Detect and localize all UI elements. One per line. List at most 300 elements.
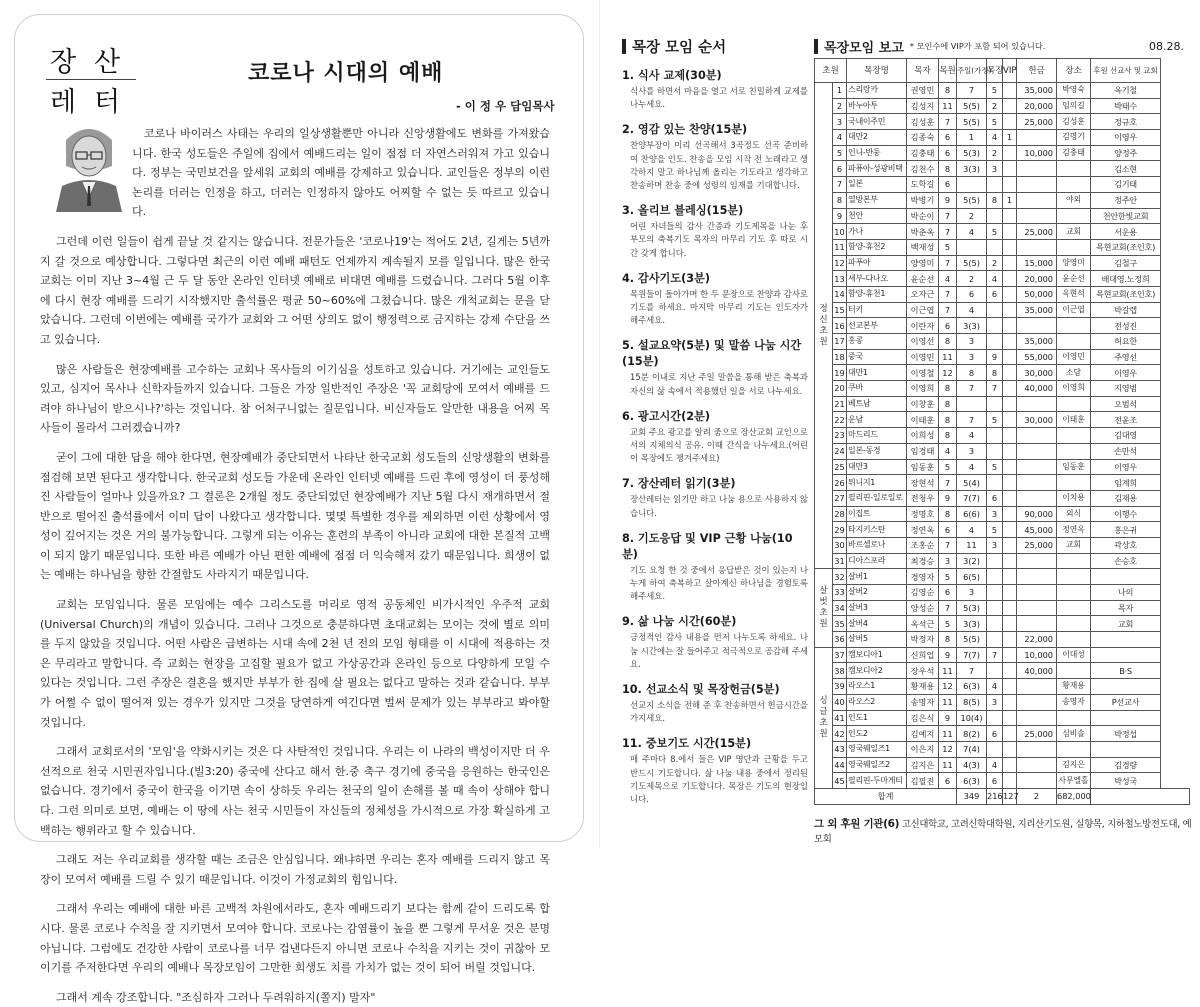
column-header: 헌금 xyxy=(1017,59,1057,83)
leader-name: 김성지 xyxy=(907,98,939,114)
row-number: 4 xyxy=(833,130,847,146)
meeting-report-date: 08.28. xyxy=(1149,39,1184,53)
vip-count xyxy=(1003,286,1017,302)
meeting-place: 교회 xyxy=(1057,224,1091,240)
row-number: 24 xyxy=(833,443,847,459)
leader-name: 이영선 xyxy=(907,334,939,350)
member-count: 6 xyxy=(939,145,957,161)
vip-count xyxy=(1003,459,1017,475)
sunday-count: 6 xyxy=(957,286,987,302)
vip-count xyxy=(1003,255,1017,271)
vip-count xyxy=(1003,161,1017,177)
order-item-description: 기도 요청 한 것 중에서 응답받은 것이 있는지 나누게 하여 축복하고 살아계신 하나님을 경험토록 해주세요. xyxy=(630,564,808,602)
total-vip: 2 xyxy=(1017,788,1057,804)
leader-name: 정연옥 xyxy=(907,522,939,538)
member-count: 11 xyxy=(939,663,957,679)
meeting-place: 소담 xyxy=(1057,365,1091,381)
order-item-description: 선교지 소식을 전해 준 후 찬송하면서 헌금시간을 가지세요. xyxy=(630,700,808,724)
vip-count xyxy=(1003,412,1017,428)
member-count: 6 xyxy=(939,318,957,334)
row-number: 41 xyxy=(833,710,847,726)
vip-count xyxy=(1003,443,1017,459)
table-row xyxy=(815,302,1190,318)
cell-count: 3 xyxy=(987,161,1003,177)
sunday-count: 3 xyxy=(957,585,987,601)
cell-count: 4 xyxy=(987,271,1003,287)
offering-amount xyxy=(1017,161,1057,177)
table-row xyxy=(815,239,1190,255)
meeting-place: 외식 xyxy=(1057,506,1091,522)
offering-amount: 10,000 xyxy=(1017,647,1057,663)
order-item-title: 1. 식사 교제(30분) xyxy=(622,69,722,82)
order-item-title: 3. 올리브 블레싱(15분) xyxy=(622,204,744,218)
meeting-place xyxy=(1057,710,1091,726)
order-item xyxy=(622,681,808,725)
row-number: 26 xyxy=(833,475,847,491)
leader-name: 경영자 xyxy=(907,569,939,585)
order-item-title: 4. 감사기도(3분) xyxy=(622,271,710,285)
table-row xyxy=(815,741,1190,757)
column-header: 주일(가정) xyxy=(957,59,987,83)
leader-name: 이란자 xyxy=(907,318,939,334)
letter-paragraph-8: 그래서 우리는 예배에 대한 바른 고백적 차원에서라도, 혼자 예배드리기 보다는 함께 같이 드리도록 합시다. 물론 코로나 수칙을 잘 지키면서 모여야 합니다. 코로나는 감염률이 높을 뿐 그렇게 무서운 것은 분명 아닙니다. 그럼에도 건강한 사람이 코로나를 너무 겁낸다든지 아니면 코로나 수칙을 지키는 것이 귀찮아 모이기를 주저한다면 우리의 예배나 목장모임이 그만한 희생도 치를 가치가 없는 것이 되어 버릴 것입니다. xyxy=(40,902,550,975)
meeting-place xyxy=(1057,632,1091,648)
offering-amount: 35,000 xyxy=(1017,334,1057,350)
offering-amount: 25,000 xyxy=(1017,537,1057,553)
leader-name: 장우석 xyxy=(907,663,939,679)
page-fold xyxy=(599,0,600,848)
cell-name: 살버3 xyxy=(847,600,907,616)
leader-name: 박순이 xyxy=(907,208,939,224)
offering-amount: 10,000 xyxy=(1017,145,1057,161)
row-number: 9 xyxy=(833,208,847,224)
row-number: 6 xyxy=(833,161,847,177)
cell-count xyxy=(987,553,1003,569)
member-count: 7 xyxy=(939,302,957,318)
member-count: 8 xyxy=(939,161,957,177)
cell-count xyxy=(987,428,1003,444)
member-count: 6 xyxy=(939,130,957,146)
cell-count xyxy=(987,302,1003,318)
table-row xyxy=(815,83,1190,99)
row-number: 39 xyxy=(833,679,847,695)
table-row xyxy=(815,286,1190,302)
cell-name: 영국웨일즈1 xyxy=(847,741,907,757)
sponsored-missionary: P선교사 xyxy=(1091,694,1161,710)
offering-amount xyxy=(1017,443,1057,459)
sponsored-missionary: B·S xyxy=(1091,663,1161,679)
sunday-count: 2 xyxy=(957,208,987,224)
sunday-count: 7(7) xyxy=(957,647,987,663)
member-count: 6 xyxy=(939,585,957,601)
sunday-count: 7 xyxy=(957,83,987,99)
order-item-description: 찬양부장이 미리 선곡해서 3곡정도 선곡 준비하여 찬양을 인도. 찬송을 모임 시작 전 노래라고 생각하지 말고 하나님께 올리는 기도라고 생각하고 찬송하며 찬송 중에 성령의 임재를 기대합니다. xyxy=(630,140,808,191)
offering-amount: 22,000 xyxy=(1017,632,1057,648)
cell-count: 6 xyxy=(987,286,1003,302)
vip-count xyxy=(1003,773,1017,789)
table-row xyxy=(815,647,1190,663)
vip-count xyxy=(1003,522,1017,538)
letter-author: - 이 정 우 담임목사 xyxy=(456,99,555,113)
vip-count xyxy=(1003,647,1017,663)
leader-name: 이태훈 xyxy=(907,412,939,428)
cell-count xyxy=(987,710,1003,726)
member-count: 9 xyxy=(939,647,957,663)
table-row xyxy=(815,396,1190,412)
vip-count xyxy=(1003,208,1017,224)
member-count: 11 xyxy=(939,349,957,365)
column-header: 장소 xyxy=(1057,59,1091,83)
offering-amount xyxy=(1017,616,1057,632)
offering-amount xyxy=(1017,239,1057,255)
leader-name: 김성훈 xyxy=(907,114,939,130)
offering-amount xyxy=(1017,459,1057,475)
member-count: 8 xyxy=(939,334,957,350)
leader-name: 박정자 xyxy=(907,632,939,648)
leader-name: 송명자 xyxy=(907,694,939,710)
meeting-place: 임동훈 xyxy=(1057,459,1091,475)
cell-name: 파퓨아-성광비택 xyxy=(847,161,907,177)
sunday-count: 3 xyxy=(957,334,987,350)
vip-count xyxy=(1003,694,1017,710)
member-count: 7 xyxy=(939,208,957,224)
leader-name: 이희성 xyxy=(907,428,939,444)
meeting-place: 이태훈 xyxy=(1057,412,1091,428)
sponsored-missionary xyxy=(1091,647,1161,663)
cell-count xyxy=(987,396,1003,412)
heading-bar-icon xyxy=(622,39,626,54)
leader-name: 신희업 xyxy=(907,647,939,663)
cell-name: 영국웨일즈2 xyxy=(847,757,907,773)
vip-count xyxy=(1003,334,1017,350)
cell-count xyxy=(987,616,1003,632)
meeting-report-heading xyxy=(814,37,904,56)
leader-name: 김은식 xyxy=(907,710,939,726)
cell-name: 홍콩 xyxy=(847,334,907,350)
member-count: 5 xyxy=(939,459,957,475)
other-sponsors xyxy=(814,816,1194,845)
leader-name: 조홍순 xyxy=(907,537,939,553)
vip-count: 1 xyxy=(1003,130,1017,146)
total-sunday: 216 xyxy=(987,788,1003,804)
meeting-place: 임의길 xyxy=(1057,98,1091,114)
offering-amount xyxy=(1017,428,1057,444)
sponsored-missionary: 손승호 xyxy=(1091,553,1161,569)
row-number: 30 xyxy=(833,537,847,553)
sponsored-missionary: 목현교회(조인호) xyxy=(1091,239,1161,255)
member-count: 8 xyxy=(939,412,957,428)
leader-name: 전청우 xyxy=(907,490,939,506)
cell-name: 인도1 xyxy=(847,710,907,726)
leader-name: 김예지 xyxy=(907,726,939,742)
table-row xyxy=(815,428,1190,444)
leader-name: 박춘옥 xyxy=(907,224,939,240)
order-item-description: 교회 주요 광고를 알려 줌으로 장산교회 교인으로서의 지체의식 공유. 이때 간식을 나누세요.(어린이 목장에도 챙겨주세요) xyxy=(630,426,808,464)
leader-name: 옥석근 xyxy=(907,616,939,632)
logo-char-4: 터 xyxy=(94,87,121,118)
cell-name: 튀니지1 xyxy=(847,475,907,491)
row-number: 23 xyxy=(833,428,847,444)
offering-amount: 40,000 xyxy=(1017,663,1057,679)
sunday-count: 3(2) xyxy=(957,553,987,569)
sponsored-missionary: 김기태 xyxy=(1091,177,1161,193)
member-count: 7 xyxy=(939,255,957,271)
member-count: 6 xyxy=(939,522,957,538)
member-count: 3 xyxy=(939,553,957,569)
meeting-place: 정연옥 xyxy=(1057,522,1091,538)
row-number: 40 xyxy=(833,694,847,710)
cell-name: 쿠바 xyxy=(847,381,907,397)
row-number: 28 xyxy=(833,506,847,522)
meeting-place: 황재용 xyxy=(1057,679,1091,695)
vip-count xyxy=(1003,616,1017,632)
member-count: 9 xyxy=(939,490,957,506)
sponsored-missionary xyxy=(1091,741,1161,757)
table-row xyxy=(815,208,1190,224)
member-count: 12 xyxy=(939,365,957,381)
sunday-count: 3(3) xyxy=(957,318,987,334)
order-item-description: 매 주마다 8.에서 들은 VIP 명단과 근황을 두고 반드시 기도합니다. 삶 나눔 내용 중에서 정리된 기도제목으로 기도합니다. 목장은 기도의 현장입니다. xyxy=(630,754,808,805)
table-row xyxy=(815,522,1190,538)
sponsored-missionary xyxy=(1091,569,1161,585)
order-item xyxy=(622,613,808,671)
member-count: 7 xyxy=(939,114,957,130)
sponsored-missionary: 김재용 xyxy=(1091,490,1161,506)
order-item-description: 식사를 하면서 마음을 열고 서로 친밀하게 교제를 나누세요. xyxy=(630,86,808,110)
leader-name: 양성순 xyxy=(907,600,939,616)
meeting-place xyxy=(1057,741,1091,757)
leader-name: 오자근 xyxy=(907,286,939,302)
meeting-place: 야외 xyxy=(1057,192,1091,208)
sponsored-missionary: 김경량 xyxy=(1091,757,1161,773)
leader-name: 김영순 xyxy=(907,585,939,601)
vip-count xyxy=(1003,710,1017,726)
letter-paragraph-9: 그래서 계속 강조합니다. "조심하자 그러나 두려워하지(쫄지) 말자" xyxy=(56,990,376,1004)
cell-name: 캠보디아2 xyxy=(847,663,907,679)
vip-count xyxy=(1003,83,1017,99)
sponsored-missionary: 서운용 xyxy=(1091,224,1161,240)
table-row xyxy=(815,757,1190,773)
row-number: 21 xyxy=(833,396,847,412)
meeting-place xyxy=(1057,475,1091,491)
cell-name: 필리핀-일로일로 xyxy=(847,490,907,506)
leader-name: 김종숙 xyxy=(907,130,939,146)
member-count: 12 xyxy=(939,741,957,757)
meeting-place: 이영민 xyxy=(1057,349,1091,365)
table-row xyxy=(815,679,1190,695)
row-number: 5 xyxy=(833,145,847,161)
vip-count xyxy=(1003,302,1017,318)
meeting-order-section xyxy=(622,36,808,816)
cell-count: 4 xyxy=(987,679,1003,695)
sunday-count: 7(4) xyxy=(957,741,987,757)
table-row xyxy=(815,773,1190,789)
row-number: 42 xyxy=(833,726,847,742)
leader-name: 김충태 xyxy=(907,145,939,161)
cell-count: 3 xyxy=(987,694,1003,710)
cell-count: 8 xyxy=(987,365,1003,381)
total-cell: 127 xyxy=(1003,788,1017,804)
cell-count: 3 xyxy=(987,506,1003,522)
row-number: 33 xyxy=(833,585,847,601)
sponsors-list: 고신대학교, 고려신학대학원, 지리산기도원, 실향목, 지하철노방전도대, 예모회 xyxy=(814,819,1192,845)
sponsored-missionary: 이영우 xyxy=(1091,365,1161,381)
grassland-group-label: 정 신 초 원 xyxy=(815,83,833,569)
table-row xyxy=(815,177,1190,193)
meeting-order-heading xyxy=(622,36,808,57)
leader-name: 이영민 xyxy=(907,349,939,365)
sunday-count: 3(3) xyxy=(957,616,987,632)
meeting-place: 옥현석 xyxy=(1057,286,1091,302)
cell-count: 5 xyxy=(987,412,1003,428)
table-row xyxy=(815,506,1190,522)
letter-paragraph-7: 그래도 저는 우리교회를 생각할 때는 조금은 안심입니다. 왜냐하면 우리는 혼자 예배를 드리지 않고 목장이 모여서 예배를 드릴 수 있기 때문입니다. 이것이 가정교회의 힘입니다. xyxy=(40,853,550,886)
sunday-count xyxy=(957,177,987,193)
row-number: 36 xyxy=(833,632,847,648)
order-item xyxy=(622,530,808,604)
cell-count: 7 xyxy=(987,381,1003,397)
leader-name: 박병기 xyxy=(907,192,939,208)
sunday-count: 6(5) xyxy=(957,569,987,585)
member-count: 11 xyxy=(939,694,957,710)
offering-amount xyxy=(1017,773,1057,789)
sponsored-missionary: 박성국 xyxy=(1091,773,1161,789)
vip-count xyxy=(1003,365,1017,381)
meeting-place xyxy=(1057,428,1091,444)
column-header: 후원 선교사 및 교회 xyxy=(1091,59,1161,83)
member-count: 11 xyxy=(939,726,957,742)
sponsored-missionary: 교회 xyxy=(1091,616,1161,632)
table-row xyxy=(815,130,1190,146)
order-item-title: 7. 장산레터 읽기(3분) xyxy=(622,477,736,491)
sponsored-missionary: 목자 xyxy=(1091,600,1161,616)
sunday-count: 5(5) xyxy=(957,192,987,208)
offering-amount: 20,000 xyxy=(1017,271,1057,287)
table-row xyxy=(815,616,1190,632)
leader-name: 이근엽 xyxy=(907,302,939,318)
order-item xyxy=(622,202,808,260)
sunday-count: 6(3) xyxy=(957,679,987,695)
cell-name: 스리랑카 xyxy=(847,83,907,99)
offering-amount xyxy=(1017,553,1057,569)
sunday-count: 11 xyxy=(957,537,987,553)
sponsored-missionary: 박태수 xyxy=(1091,98,1161,114)
leader-name: 이창훈 xyxy=(907,396,939,412)
table-row xyxy=(815,443,1190,459)
cell-count: 5 xyxy=(987,224,1003,240)
order-item-title: 8. 기도응답 및 VIP 근황 나눔(10분) xyxy=(622,531,793,561)
table-row xyxy=(815,161,1190,177)
sponsored-missionary: 지영범 xyxy=(1091,381,1161,397)
cell-name: 선교본부 xyxy=(847,318,907,334)
meeting-place: 김충태 xyxy=(1057,145,1091,161)
table-row xyxy=(815,663,1190,679)
letter-article xyxy=(40,124,550,1007)
cell-name: 대만1 xyxy=(847,365,907,381)
cell-count: 3 xyxy=(987,537,1003,553)
meeting-place: 사무엘홀 xyxy=(1057,773,1091,789)
table-row xyxy=(815,694,1190,710)
sponsored-missionary: 나의 xyxy=(1091,585,1161,601)
column-header: 목자 xyxy=(907,59,939,83)
cell-name: 천안 xyxy=(847,208,907,224)
row-number: 29 xyxy=(833,522,847,538)
vip-count xyxy=(1003,396,1017,412)
leader-name: 이은지 xyxy=(907,741,939,757)
sponsored-missionary: 김철구 xyxy=(1091,255,1161,271)
member-count: 7 xyxy=(939,600,957,616)
cell-name: 가나 xyxy=(847,224,907,240)
row-number: 14 xyxy=(833,286,847,302)
cell-count: 6 xyxy=(987,773,1003,789)
table-row xyxy=(815,114,1190,130)
member-count: 9 xyxy=(939,192,957,208)
row-number: 8 xyxy=(833,192,847,208)
sunday-count: 8(2) xyxy=(957,726,987,742)
row-number: 25 xyxy=(833,459,847,475)
cell-name: 중국 xyxy=(847,349,907,365)
offering-amount: 25,000 xyxy=(1017,726,1057,742)
offering-amount: 35,000 xyxy=(1017,83,1057,99)
sponsored-missionary xyxy=(1091,710,1161,726)
row-number: 15 xyxy=(833,302,847,318)
grassland-group-label: 싱 글 초 원 xyxy=(815,647,833,788)
letter-paragraph-6: 그래서 교회로서의 '모임'을 약화시키는 것은 다 사탄적인 것입니다. 우리는 이 나라의 백성이지만 더 우선적으로 천국 시민권자입니다.(빌3:20) 중국에 산다고 해서 한.중 축구 경기에 중국을 응원하는 한국인은 없습니다. 경기에서 중국이 한국을 이기면 속이 상하듯 우리는 천국의 일이 손해를 볼 때 속이 상해야 합니다. 그런 의미로 보면, 예배는 이 땅에 사는 천국 시민들이 자신들의 정체성을 가시적으로 가장 확실하게 고백하는 행위라고 할 수 있습니다. xyxy=(40,745,550,837)
table-row xyxy=(815,224,1190,240)
offering-amount xyxy=(1017,475,1057,491)
total-empty xyxy=(1091,788,1190,804)
letter-paragraph-4: 굳이 그에 대한 답을 해야 한다면, 현장예배가 중단되면서 나타난 한국교회 성도들의 신앙생활의 변화를 점검해 보면 된다고 생각합니다. 한국교회 성도들 가운데 온라인 인터넷 예배를 드린 후에 영성이 더 풍성해진 사람들이 얼마나 있을까요? 그 결론은 2개월 정도 중단되었던 현장예배가 지난 5월 다시 재개하면서 절반으로 떨어진 출석률에서 이미 답이 나왔다고 생각합니다. 몇몇 특별한 경우를 제외하면 이런 상황에서 영성이 깊어지는 것은 거의 불가능합니다. 그렇게 되는 이유는 훈련의 부족이 아니라 교회에 대한 본질적 고백이 되지 않기 때문입니다. 또한 바른 예배가 아닌 편한 예배에 점점 더 익숙해져 갔기 때문입니다. 희생이 없는 예배는 하나님을 향한 간절함도 사라지기 때문입니다. xyxy=(40,450,550,582)
meeting-place xyxy=(1057,208,1091,224)
sunday-count: 10(4) xyxy=(957,710,987,726)
sunday-count: 8 xyxy=(957,365,987,381)
leader-name: 양영미 xyxy=(907,255,939,271)
sponsored-missionary: 이영우 xyxy=(1091,130,1161,146)
row-number: 34 xyxy=(833,600,847,616)
cell-name: 일본 xyxy=(847,177,907,193)
grassland-group-label: 살 벗 초 원 xyxy=(815,569,833,647)
sponsored-missionary: 김대영 xyxy=(1091,428,1161,444)
cell-count xyxy=(987,208,1003,224)
vip-count xyxy=(1003,553,1017,569)
cell-count: 5 xyxy=(987,114,1003,130)
sponsored-missionary: 곽상호 xyxy=(1091,537,1161,553)
leader-name: 김천수 xyxy=(907,161,939,177)
row-number: 27 xyxy=(833,490,847,506)
vip-count xyxy=(1003,271,1017,287)
row-number: 44 xyxy=(833,757,847,773)
sunday-count: 6(3) xyxy=(957,773,987,789)
row-number: 12 xyxy=(833,255,847,271)
member-count: 7 xyxy=(939,537,957,553)
sunday-count: 3 xyxy=(957,443,987,459)
offering-amount: 35,000 xyxy=(1017,302,1057,318)
meeting-place: 박영숙 xyxy=(1057,83,1091,99)
meeting-place: 윤순선 xyxy=(1057,271,1091,287)
order-item-title: 11. 중보기도 시간(15분) xyxy=(622,737,752,751)
order-item-title: 9. 삶 나눔 시간(60분) xyxy=(622,615,737,629)
leader-name: 윤순선 xyxy=(907,271,939,287)
sponsored-missionary: 전성진 xyxy=(1091,318,1161,334)
order-item xyxy=(622,337,808,397)
member-count: 8 xyxy=(939,381,957,397)
offering-amount: 45,000 xyxy=(1017,522,1057,538)
sponsored-missionary: 박갈렙 xyxy=(1091,302,1161,318)
row-number: 31 xyxy=(833,553,847,569)
logo-char-1: 장 xyxy=(50,47,77,78)
sunday-count: 5(4) xyxy=(957,475,987,491)
vip-count xyxy=(1003,145,1017,161)
